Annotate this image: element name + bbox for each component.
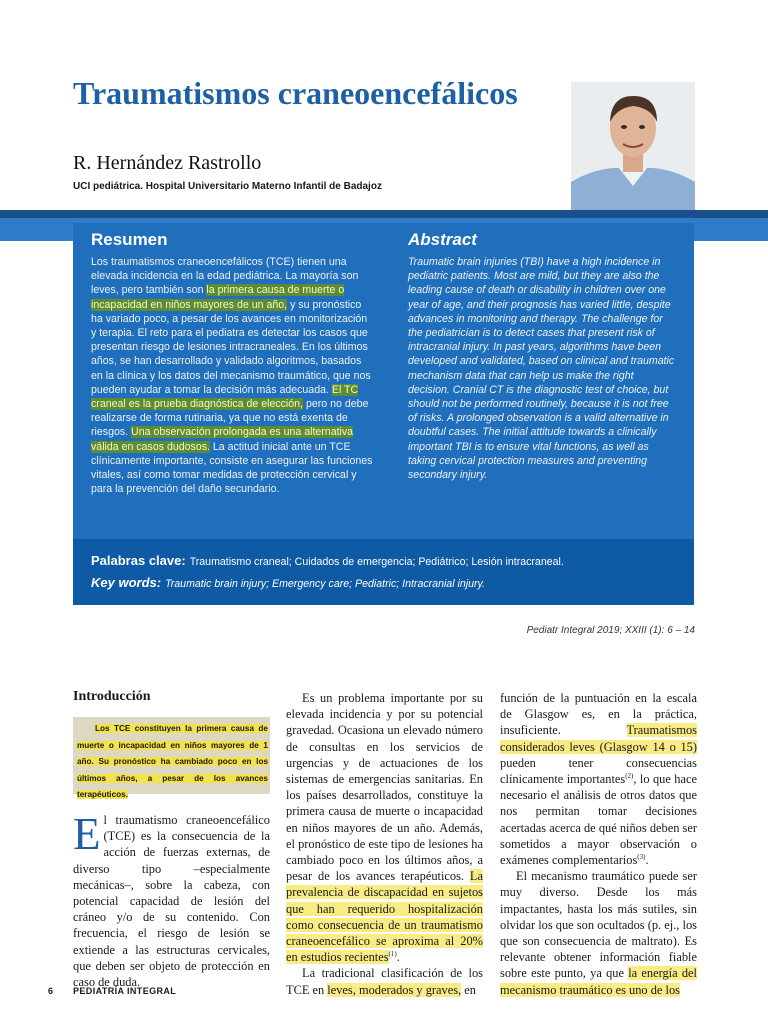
intro-heading: Introducción [73,689,151,704]
text-highlight: leves, moderados y graves, [327,982,462,997]
keywords-en: Key words: Traumatic brain injury; Emergency care; Pediatric; Intracranial injury. [91,575,485,590]
text-highlight: la energía del mecanismo traumático es uno de los [500,966,697,997]
author-photo [571,82,695,210]
citation: Pediatr Integral 2019; XXIII (1): 6 – 14 [526,625,695,636]
journal-name: PEDIATRÍA INTEGRAL [73,986,177,996]
abstract-heading: Abstract [408,230,477,249]
key-point-text: Los TCE constituyen la primera causa de muerte o incapacidad en niños mayores de 1 año. Su pronóstico ha cambiado poco en los últimos años, a pesar de los avances terapéuticos. [77,724,268,800]
resumen-highlight: la primera causa de muerte o incapacidad en niños mayores de un año, [91,284,345,311]
keywords-box [73,539,694,605]
keywords-en-label: Key words: [91,575,162,590]
text-highlight: Traumatismos considerados leves (Glasgow 14 o 15) [500,723,697,754]
abstract-text: Traumatic brain injuries (TBI) have a high incidence in pediatric patients. Most are mild, but they are also the leading cause of death or disability in children over one year of age, and their prognosis has varied little, despite advances in monitoring and therapy. The challenge for the pediatrician is to detect cases that present risk of intracranial injury. In past years, algorithms have been developed and validated, based on clinical and traumatic mechanism data that can help us make the right decision. Cranial CT is the diagnostic test of choice, but should not be performed routinely, because it is not free of risks. A prolonged observation is a valid alternative in doubtful cases. The initial attitude towards a clinically important TBI is to ensure vital functions, as well as taking cervical protection measures and preventing secondary injury. [408,256,675,482]
column-3: función de la puntuación en la escala de Glasgow es, en la práctica, insuficiente. Traumatismos considerados leves (Glasgow 14 o 15) pueden tener consecuencias clínicamente importantes$^{(2)}$, lo que hace necesario el análisis de otros datos que nos permitan tomar decisiones acertadas acerca de qué niños deben ser sometidos a mayor observación o exámenes complementarios$^{(3)}$. El mecanismo traumático puede ser muy diverso. Desde los más impactantes, hasta los más sutiles, sin olvidar los que son ocultados (p. ej., los que son consecuencia de maltrato). Es relevante obtener información fiable sobre este punto, ya que la energía del mecanismo traumático es uno de los [500,691,697,997]
keywords-es: Palabras clave: Traumatismo craneal; Cuidados de emergencia; Pediátrico; Lesión intracraneal. [91,553,564,568]
author-affiliation: UCI pediátrica. Hospital Universitario Materno Infantil de Badajoz [73,181,382,192]
page-number: 6 [48,986,54,996]
resumen-highlight: Una observación prolongada es una alternativa válida en casos dudosos. [91,426,354,453]
column-2: Es un problema importante por su elevada incidencia y por su potencial gravedad. Ocasiona un elevado número de consultas en los servicios de urgencias y de actuaciones de los sistemas de emergencias sanitarias. En los países desarrollados, constituye la primera causa de muerte o incapacidad en niños mayores de un año. Además, el pronóstico de este tipo de lesiones ha cambiado poco en los últimos años, a pesar de los avances terapéuticos. La prevalencia de discapacidad en sujetos que han requerido hospitalización como consecuencia de un traumatismo craneoencefálico se aproxima al 20% en estudios recientes$^{(1)}$. La tradicional clasificación de los TCE en leves, moderados y graves, en [286,691,483,997]
keywords-es-label: Palabras clave: [91,553,186,568]
header-band-dark [0,210,768,218]
drop-cap: E [73,809,101,859]
resumen-text: Los traumatismos craneoencefálicos (TCE) tienen una elevada incidencia en la edad pediátrica. La mayoría son leves, pero también son la primera causa de muerte o incapacidad en niños mayores de un año, y su pronóstico ha variado poco, a pesar de los avances en monitorización y terapia. El reto para el pediatra es detectar los casos que presentan riesgo de lesiones intracraneales. En los últimos años, se han desarrollado y validado algoritmos, basados en la clínica y los datos del mecanismo traumático, que nos pueden ayudar a tomar la decisión más adecuada. El TC craneal es la prueba diagnóstica de elección, pero no debe realizarse de forma rutinaria, ya que no está exenta de riesgos. Una observación prolongada es una alternativa válida en casos dudosos. La actitud inicial ante un TCE clínicamente importante, consiste en asegurar las funciones vitales, así como tomar medidas de protección cervical y para la prevención del daño secundario. [91,256,373,496]
column-1: El traumatismo craneoencefálico (TCE) es la consecuencia de la acción de fuerzas externas, de diverso tipo –especialmente mecánicas–, sobre la cabeza, con potencial capacidad de lesión del cráneo y/o de su contenido. Con frecuencia, el riesgo de lesión se extiende a las estructuras cervicales, que deben ser objeto de protección en caso de duda. [73,809,270,990]
author-name: R. Hernández Rastrollo [73,152,262,174]
text-highlight: La prevalencia de discapacidad en sujetos que han requerido hospitalización como consecuencia de un traumatismo craneoencefálico se aproxima al 20% en estudios recientes [286,869,483,965]
resumen-highlight: El TC craneal es la prueba diagnóstica de elección, [91,383,359,411]
article-title: Traumatismos craneoencefálicos [73,75,518,111]
resumen-heading: Resumen [91,230,168,249]
